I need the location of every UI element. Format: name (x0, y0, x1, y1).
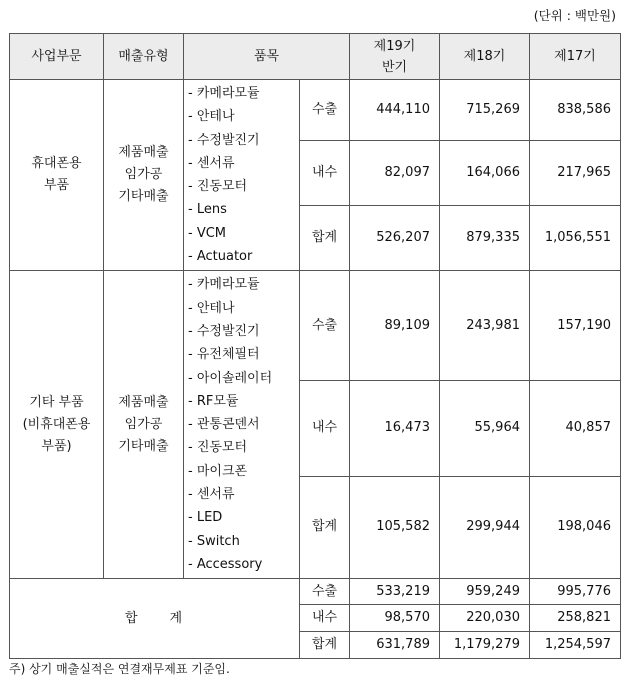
row-label: 수출 (300, 80, 350, 141)
unit-label: (단위 : 백만원) (533, 8, 616, 23)
value-cell: 959,249 (440, 579, 530, 605)
item-label: - 진동모터 (188, 179, 248, 195)
division-label: 휴대폰용 (31, 156, 82, 172)
item-label: - 마이크폰 (188, 463, 248, 479)
item-label: - Accessory (188, 556, 263, 572)
division-label: 기타 부품 (29, 394, 84, 410)
item-label: - 센서류 (188, 155, 235, 171)
header-fy19-line1: 제19기 (373, 38, 416, 54)
sales-type-label: 기타매출 (118, 189, 169, 205)
sales-type-cell (104, 271, 184, 579)
row-label: 합계 (300, 476, 350, 579)
value-cell: 1,179,279 (440, 632, 530, 659)
item-label: - 카메라모듈 (188, 277, 260, 293)
table-row (10, 579, 621, 605)
row-label: 합계 (300, 632, 350, 659)
row-label: 수출 (300, 271, 350, 381)
header-division: 사업부문 (10, 34, 104, 80)
table-row (10, 80, 621, 141)
item-label: - LED (188, 510, 223, 526)
header-fy19-line2: 반기 (381, 59, 408, 75)
item-label: - 아이솔레이터 (188, 370, 273, 386)
footnote: 주) 상기 매출실적은 연결재무제표 기준임. (9, 662, 230, 676)
value-cell: 198,046 (530, 476, 621, 579)
value-cell: 444,110 (350, 80, 440, 141)
item-label: - 수정발진기 (188, 323, 260, 339)
division-label: 부품 (43, 178, 70, 194)
value-cell: 995,776 (530, 579, 621, 605)
item-label: - Lens (188, 202, 227, 218)
value-cell: 98,570 (350, 605, 440, 632)
item-label: - VCM (188, 225, 227, 241)
item-label: - 카메라모듈 (188, 86, 260, 101)
item-label: - Switch (188, 533, 240, 549)
sales-type-label: 임가공 (124, 167, 163, 183)
header-row (10, 34, 621, 80)
row-label: 수출 (300, 579, 350, 605)
sales-type-label: 제품매출 (118, 145, 169, 161)
value-cell: 879,335 (440, 205, 530, 271)
item-label: - 수정발진기 (188, 132, 260, 148)
row-label: 내수 (300, 141, 350, 205)
value-cell: 217,965 (530, 141, 621, 205)
header-sales-type: 매출유형 (104, 34, 184, 80)
sales-type-label: 기타매출 (118, 438, 169, 454)
value-cell: 164,066 (440, 141, 530, 205)
value-cell: 157,190 (530, 271, 621, 381)
value-cell: 715,269 (440, 80, 530, 141)
item-label: - 진동모터 (188, 440, 248, 456)
item-label: - 안테나 (188, 109, 235, 125)
value-cell: 838,586 (530, 80, 621, 141)
row-label: 합계 (300, 205, 350, 271)
row-label: 내수 (300, 381, 350, 477)
value-cell: 299,944 (440, 476, 530, 579)
value-cell: 82,097 (350, 141, 440, 205)
items-cell (184, 271, 300, 579)
item-label: - 관통콘덴서 (188, 417, 260, 433)
division-label: 부품) (41, 438, 72, 454)
value-cell: 258,821 (530, 605, 621, 632)
header-items: 품목 (184, 34, 350, 80)
division-cell (10, 271, 104, 579)
value-cell: 220,030 (440, 605, 530, 632)
item-label: - Actuator (188, 249, 253, 265)
header-fy17: 제17기 (530, 34, 621, 80)
header-fy18: 제18기 (440, 34, 530, 80)
total-label: 합 계 (10, 579, 300, 659)
value-cell: 1,254,597 (530, 632, 621, 659)
value-cell: 40,857 (530, 381, 621, 477)
sales-type-label: 제품매출 (118, 394, 169, 410)
value-cell: 55,964 (440, 381, 530, 477)
items-cell (184, 80, 300, 271)
table-row (10, 271, 621, 381)
division-cell (10, 80, 104, 271)
value-cell: 243,981 (440, 271, 530, 381)
sales-type-cell (104, 80, 184, 271)
item-label: - 센서류 (188, 487, 235, 503)
item-label: - 유전체필터 (188, 347, 260, 363)
header-fy19 (350, 34, 440, 80)
value-cell: 105,582 (350, 476, 440, 579)
value-cell: 1,056,551 (530, 205, 621, 271)
value-cell: 526,207 (350, 205, 440, 271)
value-cell: 533,219 (350, 579, 440, 605)
item-label: - 안테나 (188, 300, 235, 316)
value-cell: 89,109 (350, 271, 440, 381)
sales-type-label: 임가공 (124, 416, 163, 432)
value-cell: 16,473 (350, 381, 440, 477)
sales-table (9, 33, 621, 659)
value-cell: 631,789 (350, 632, 440, 659)
item-label: - RF모듈 (188, 393, 239, 409)
division-label: (비휴대폰용 (22, 416, 91, 432)
row-label: 내수 (300, 605, 350, 632)
